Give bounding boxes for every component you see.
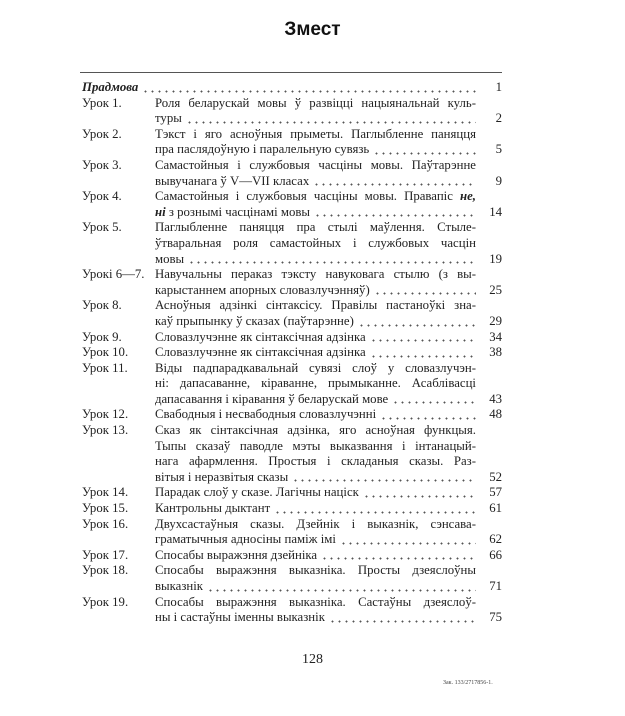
entry-page: 5 [495,142,502,157]
dot-leader [292,472,476,482]
dot-leader [207,582,476,592]
entry-page: 43 [489,391,502,406]
toc-entry[interactable] [82,563,502,594]
entry-last-line [155,470,502,486]
toc-entry[interactable] [82,345,502,361]
dot-leader [186,114,476,124]
entry-body [155,407,502,423]
entry-page: 71 [489,579,502,593]
entry-last-line [155,392,502,408]
toc-entry[interactable] [82,423,502,485]
entry-body [155,485,502,501]
entry-title-line: карыстаннем апорных словазлучэнняў) [155,282,370,297]
entry-title-line: ўтваральная роля самастойных і службовых часцін [155,235,476,250]
toc-entry[interactable] [82,189,502,220]
entry-last-line [155,314,502,330]
entry-page: 19 [489,251,502,266]
toc-entry[interactable] [82,96,502,127]
toc-entry[interactable] [82,158,502,189]
entry-page: 25 [489,282,502,297]
dot-leader [329,613,476,623]
entry-title-line: каў прыпынку ў сказах (паўтарэнне) [155,313,354,328]
entry-last-line [155,501,502,517]
dot-leader [374,285,476,295]
imprint: Зак. 133/2717856-1. [443,680,493,686]
entry-title-line: Парадак слоў у сказе. Лагічны націск [155,485,359,500]
toc-entry[interactable] [82,485,502,501]
dot-leader [392,394,476,404]
entry-last-line [155,485,502,501]
entry-last-line [155,532,502,548]
entry-last-line [155,174,502,190]
entry-title-line: ны і састаўны іменны выказнік [155,610,325,625]
entry-last-line [155,345,502,361]
toc-entry[interactable] [82,298,502,329]
entry-page: 75 [489,610,502,625]
entry-page: 34 [489,329,502,344]
entry-title-line: Тэкст і яго асноўныя прыметы. Паглыбленне паняцця [155,126,476,141]
entry-title-line: Спосабы выражэння выказніка. Просты дзеяслоўны [155,563,476,578]
entry-label: Урок 2. [82,126,122,141]
entry-body [155,298,502,329]
entry-body [155,548,502,564]
page-number: 128 [302,652,323,667]
entry-title-line: Сказ як сінтаксічная адзінка, яго асноўная функцыя. [155,423,476,438]
entry-title-line: Спосабы выражэння выказніка. Састаўны дзеяслоў- [155,594,476,609]
page-title: Змест [284,19,341,40]
entry-label: Урок 15. [82,501,129,516]
entry-last-line [155,283,502,299]
entry-title-line: Словазлучэнне як сінтаксічная адзінка [155,345,366,360]
entry-title-line: Паглыбленне паняцця пра стылі маўлення. Стыле- [155,220,476,235]
entry-last-line [155,330,502,346]
entry-title-line: Двухсастаўныя сказы. Дзейнік і выказнік, сэнсава- [155,516,476,531]
entry-label: Урок 13. [82,423,129,438]
dot-leader [321,550,476,560]
divider [80,72,502,73]
toc-entry[interactable] [82,548,502,564]
emphasis: ні [155,204,166,219]
entry-page: 61 [489,501,502,516]
entry-last-line [155,142,502,158]
entry-body [155,330,502,346]
toc-entry[interactable] [82,517,502,548]
entry-last-line [155,610,502,626]
toc-entry[interactable] [82,220,502,267]
entry-title-line: вывучанага ў V—VII класах [155,173,310,188]
entry-label: Урок 16. [82,516,129,531]
entry-page: 57 [489,485,502,500]
entry-label: Урок 5. [82,220,122,235]
entry-last-line [155,111,502,127]
entry-title-line: Свабодныя і несвабодныя словазлучэнні [155,407,377,422]
entry-title-line: ні з рознымі часцінамі мовы [155,204,310,219]
dot-leader [380,410,476,420]
dot-leader [142,83,476,93]
dot-leader [370,332,476,342]
entry-label: Урокі 6—7. [82,267,145,282]
entry-title-line: Роля беларускай мовы ў развіцці нацыянальнай куль- [155,95,476,110]
entry-title-line: Асноўныя адзінкі сінтаксісу. Правілы пастаноўкі зна- [155,298,476,313]
entry-title-line: туры [155,111,182,126]
entry-body [155,267,502,298]
entry-title-line: Кантрольны дыктант [155,501,271,516]
entry-title-line: Тыпы сказаў паводле мэты выказвання і інтанацый- [155,438,476,453]
dot-leader [370,348,476,358]
entry-body [155,189,502,220]
entry-label: Урок 9. [82,329,122,344]
entry-body [155,361,502,408]
entry-last-line [155,252,502,268]
entry-body [155,595,502,626]
entry-title-line: нага афармлення. Простыя і складаныя сказы. Раз- [155,454,476,469]
entry-title-line: выказнік [155,579,204,593]
entry-label: Урок 4. [82,189,122,204]
emphasis: не, [460,189,476,204]
entry-body [155,345,502,361]
entry-last-line [155,548,502,564]
entry-title-line: Словазлучэнне як сінтаксічная адзінка [155,329,366,344]
entry-label: Урок 19. [82,594,129,609]
dot-leader [363,488,476,498]
toc-entry[interactable] [82,330,502,346]
entry-title-line: Віды падпарадкавальнай сувязі слоў у словазлучэн- [155,360,476,375]
dot-leader [373,145,476,155]
toc-entry[interactable] [82,127,502,158]
entry-page: 29 [489,313,502,328]
entry-label: Урок 1. [82,95,122,110]
entry-body [155,423,502,485]
entry-page: 66 [489,547,502,562]
toc-entry-preface[interactable] [82,80,502,96]
entry-page: 62 [489,532,502,547]
entry-body [155,501,502,517]
entry-page: 52 [489,469,502,484]
toc-entry[interactable] [82,501,502,517]
dot-leader [358,317,476,327]
entry-body [155,158,502,189]
entry-title-line: Навучальны пераказ тэксту навуковага стылю (з вы- [155,267,476,282]
entry-last-line [155,205,502,221]
entry-page: 48 [489,407,502,422]
entry-title-line: Самастойныя і службовыя часціны мовы. Паўтарэнне [155,157,476,172]
toc-entry[interactable] [82,407,502,423]
entry-label: Урок 8. [82,298,122,313]
entry-body [155,563,502,594]
entry-title-line: мовы [155,251,185,266]
entry-page: 1 [495,80,502,94]
toc-entry[interactable] [82,267,502,298]
entry-body [155,517,502,548]
entry-title-line: ні: дапасаванне, кіраванне, прымыканне. Асаблівасці [155,376,476,391]
dot-leader [274,504,476,514]
entry-page: 2 [495,111,502,126]
entry-label: Урок 17. [82,547,129,562]
entry-label: Урок 12. [82,407,129,422]
entry-title-line: Спосабы выражэння дзейніка [155,547,318,562]
entry-label: Урок 3. [82,157,122,172]
toc-entry[interactable] [82,595,502,626]
entry-title-line: граматычныя адносіны паміж імі [155,532,336,547]
entry-label: Урок 18. [82,563,129,578]
entry-title-line: дапасавання і кіравання ў беларускай мове [155,391,389,406]
entry-title-line: Самастойныя і службовыя часціны мовы. Правапіс не, [155,189,476,204]
entry-label: Прадмова [82,80,139,94]
entry-body [155,96,502,127]
entry-page: 9 [495,173,502,188]
table-of-contents [82,80,502,626]
entry-title-line: пра паслядоўную і паралельную сувязь [155,142,370,157]
entry-last-line [155,407,502,423]
entry-body [155,127,502,158]
entry-label: Урок 14. [82,485,129,500]
entry-title-line: вітыя і неразвітыя сказы [155,469,289,484]
entry-label: Урок 11. [82,360,128,375]
dot-leader [313,176,476,186]
toc-entry[interactable] [82,361,502,408]
entry-last-line [155,579,502,595]
dot-leader [314,207,476,217]
entry-body [155,220,502,267]
dot-leader [188,254,476,264]
entry-page: 38 [489,345,502,360]
entry-label: Урок 10. [82,345,129,360]
dot-leader [340,535,476,545]
entry-page: 14 [489,204,502,219]
